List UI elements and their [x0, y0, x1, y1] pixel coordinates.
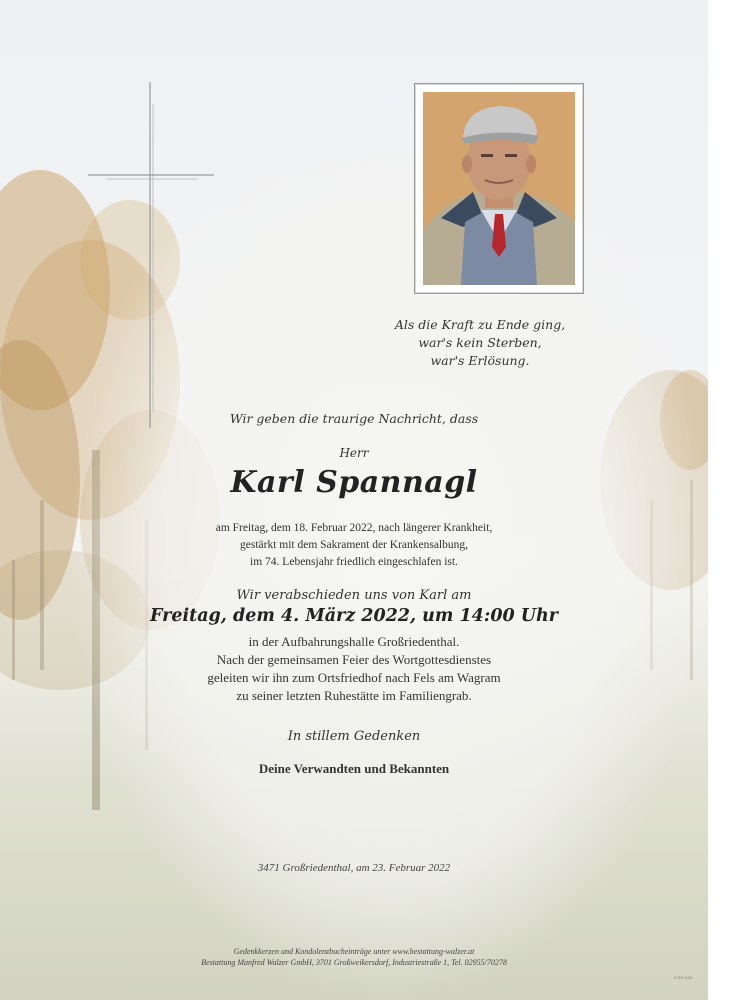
funeral-date: Freitag, dem 4. März 2022, um 14:00 Uhr	[150, 606, 558, 626]
footer-line-2: Bestattung Manfred Walzer GmbH, 3701 Großweikersdorf, Industriestraße 1, Tel. 02955/70278	[201, 958, 507, 967]
ceremony-line-3: geleiten wir ihn zum Ortsfriedhof nach Fels am Wagram	[207, 670, 501, 685]
ceremony-details	[0, 633, 708, 705]
death-line-3: im 74. Lebensjahr friedlich eingeschlafen ist.	[250, 556, 458, 568]
print-code: © BP 0/23	[674, 975, 693, 980]
ceremony-line-4: zu seiner letzten Ruhestätte im Familiengrab.	[236, 688, 472, 703]
farewell-text: Wir verabschieden uns von Karl am	[236, 588, 472, 603]
page-margin	[708, 0, 738, 1000]
quote-line-3: war's Erlösung.	[430, 353, 530, 368]
salutation: Herr	[339, 446, 369, 460]
memorial-quote	[380, 316, 580, 370]
ceremony-line-1: in der Aufbahrungshalle Großriedenthal.	[248, 634, 460, 649]
footer	[0, 946, 708, 968]
death-line-1: am Freitag, dem 18. Februar 2022, nach längerer Krankheit,	[215, 522, 493, 534]
quote-line-1: Als die Kraft zu Ende ging,	[394, 317, 566, 332]
footer-line-1: Gedenkkerzen und Kondolenzbucheinträge unter www.bestattung-walzer.at	[233, 947, 475, 956]
family-signature: Deine Verwandten und Bekannten	[258, 761, 450, 776]
portrait-photo	[423, 92, 575, 285]
quote-line-2: war's kein Sterben,	[418, 335, 542, 350]
place-and-date: 3471 Großriedenthal, am 23. Februar 2022	[257, 862, 451, 874]
remembrance-text: In stillem Gedenken	[287, 729, 421, 744]
ceremony-line-2: Nach der gemeinsamen Feier des Wortgottesdienstes	[216, 652, 492, 667]
cross-icon	[88, 82, 214, 428]
death-line-2: gestärkt mit dem Sakrament der Krankensalbung,	[239, 539, 469, 551]
deceased-name: Karl Spannagl	[230, 465, 478, 500]
death-notice	[0, 520, 708, 571]
portrait-photo-frame	[414, 83, 584, 294]
intro-text: Wir geben die traurige Nachricht, dass	[229, 411, 479, 426]
